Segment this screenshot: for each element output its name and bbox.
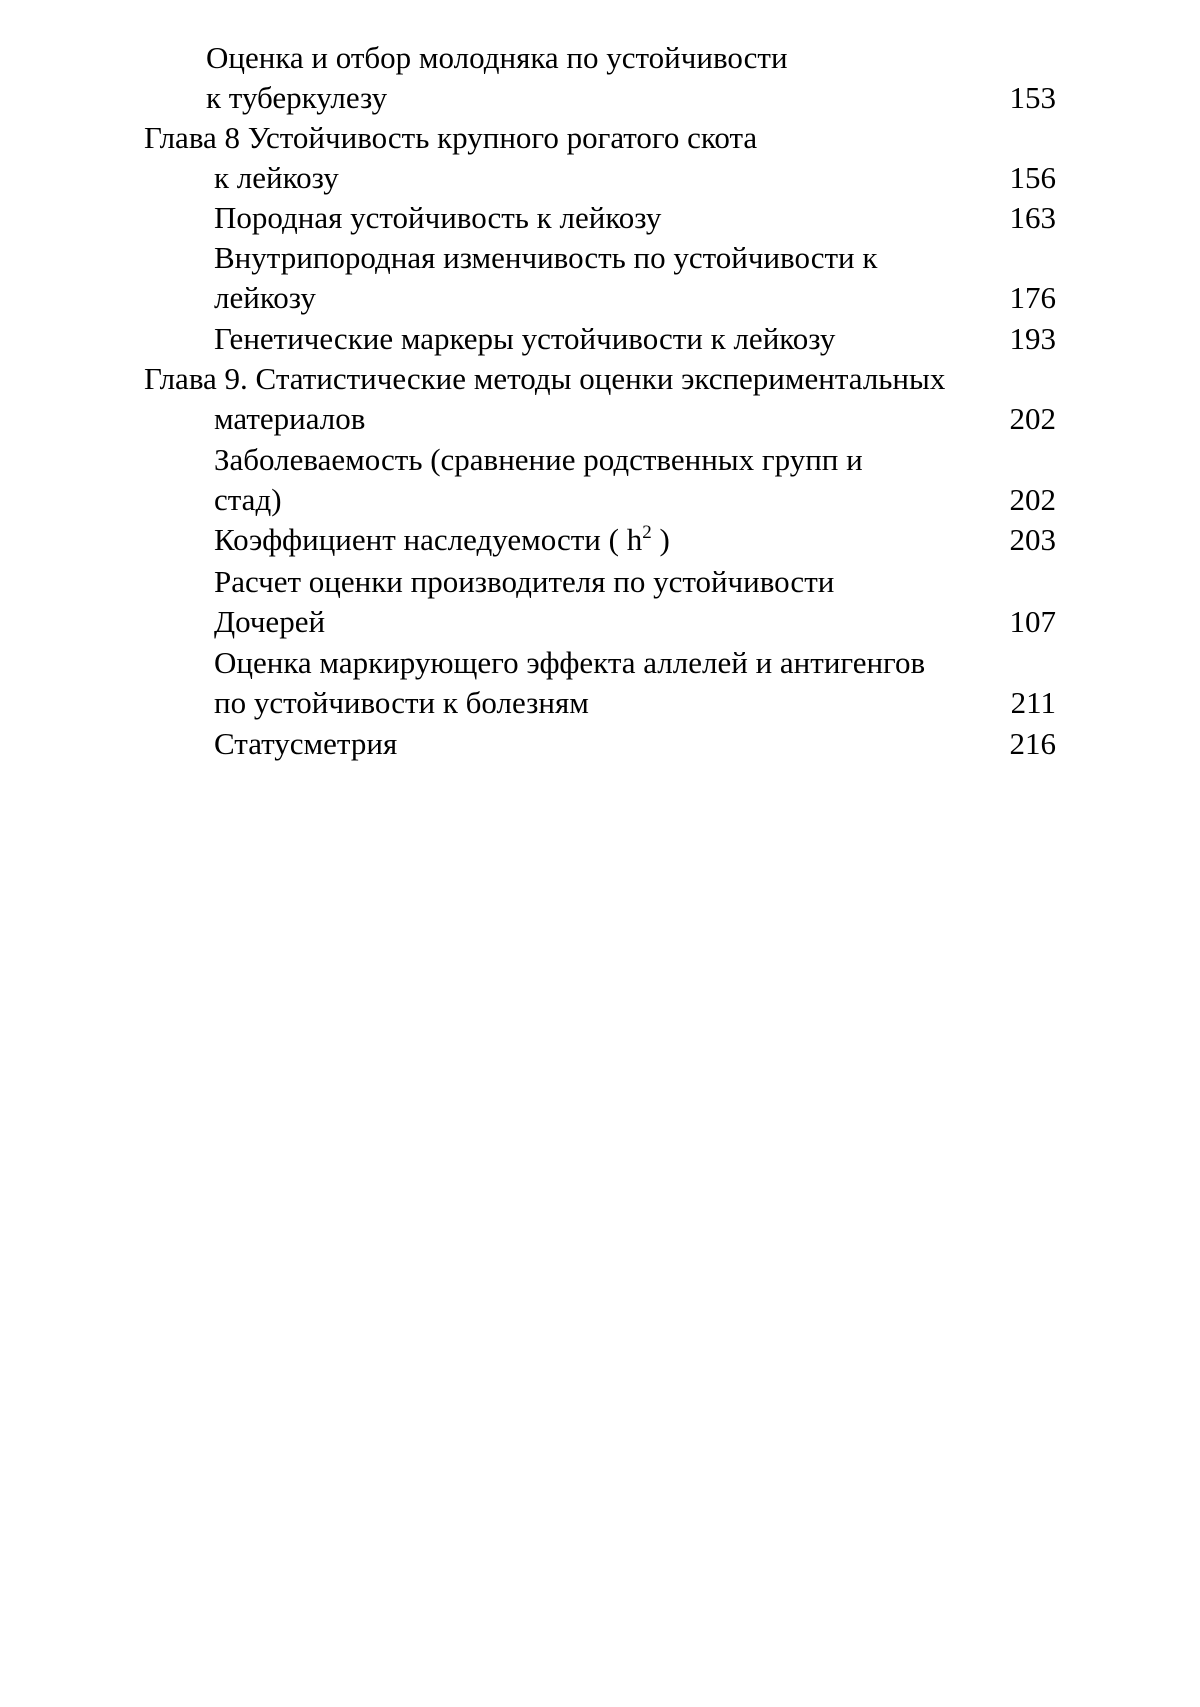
- toc-page-number: 211: [1010, 685, 1056, 720]
- toc-page-number: 153: [1009, 80, 1056, 115]
- toc-entry-title: [214, 520, 670, 560]
- toc-chapter-title: Глава 8 Устойчивость крупного рогатого скота: [144, 120, 758, 155]
- toc-chapter-title-continued: к лейкозу: [214, 160, 339, 195]
- toc-page-number: 176: [1009, 280, 1056, 315]
- toc-page-number: 193: [1009, 321, 1056, 356]
- toc-page-number: 202: [1009, 401, 1056, 436]
- toc-page-number: 202: [1009, 482, 1056, 517]
- toc-entry-title-continued: по устойчивости к болезням: [214, 685, 589, 720]
- toc-entry-title: Оценка маркирующего эффекта аллелей и антигенгов: [214, 645, 926, 680]
- toc-entry-title: Породная устойчивость к лейкозу: [214, 200, 662, 235]
- toc-entry-title-continued: Дочерей: [214, 604, 326, 639]
- toc-entry-title-text: Коэффициент наследуемости ( h: [214, 522, 643, 557]
- toc-page-number: 107: [1009, 604, 1056, 639]
- toc-entry-title-continued: лейкозу: [214, 280, 316, 315]
- toc-page-number: 156: [1009, 160, 1056, 195]
- toc-chapter-title: Глава 9. Статистические методы оценки экспериментальных: [144, 361, 946, 396]
- toc-entry-title: Заболеваемость (сравнение родственных групп и: [214, 442, 863, 477]
- toc-page-number: 216: [1009, 726, 1056, 761]
- toc-page-number: 203: [1009, 522, 1056, 557]
- superscript: 2: [642, 522, 652, 543]
- toc-entry-title: Генетические маркеры устойчивости к лейкозу: [214, 321, 836, 356]
- toc-entry-title: Оценка и отбор молодняка по устойчивости: [206, 40, 788, 75]
- toc-chapter-title-continued: материалов: [214, 401, 366, 436]
- toc-entry-title-continued: к туберкулезу: [206, 80, 388, 115]
- toc-entry-title: Статусметрия: [214, 726, 398, 761]
- toc-entry-title-text-end: ): [651, 522, 670, 557]
- toc-entry-title: Расчет оценки производителя по устойчивости: [214, 564, 835, 599]
- toc-entry-title: Внутрипородная изменчивость по устойчивости к: [214, 240, 878, 275]
- toc-page-number: 163: [1009, 200, 1056, 235]
- toc-entry-title-continued: стад): [214, 482, 282, 517]
